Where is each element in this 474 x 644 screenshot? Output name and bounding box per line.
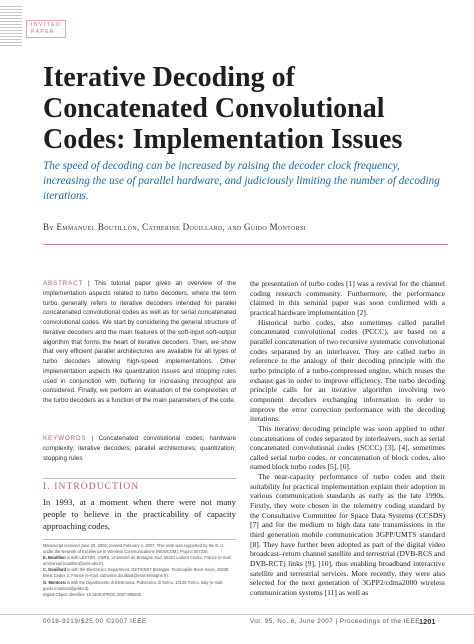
footer-copyright: 0018-9219/$25.00 ©2007 IEEE [43,618,147,625]
header-stripes-decoration [0,6,22,46]
body-paragraph: Historical turbo codes, also sometimes called parallel concatenated convolutional codes (PCCC), are based on a parallel concatenation of two recursive systematic convolutional codes separated by an interleaver. They are called turbo in reference to the analogy of their decoding principle with the turbo principle of a turbo-compressed engine, which reuses the exhaust gas in order to improve efficiency. The turbo decoding principle calls for an iterative algorithm involving two component decoders exchanging information in order to improve the error correction performance with the decoding iterations. [250,317,445,424]
keywords-label: KEYWORDS [43,435,87,442]
footnote-doi: Digital Object Identifier: 10.1109/JPROC.2007.895202 [43,591,142,597]
abstract-block [43,279,236,406]
footnote-name: E. Boutillon [43,555,66,561]
footnote-name: G. Montorsi [43,579,66,585]
badge-line1: INVITED [31,22,62,28]
body-paragraph: This iterative decoding principle was soon applied to other concatenations of codes separated by interleavers, such as serial concatenated convolutional codes (SCCC) [3], [4], sometimes called serial turbo codes, or concatenation of block codes, also named block turbo codes [5], [6]. [250,423,445,472]
title-divider [43,244,448,245]
footnote-text: is with LESTER, CNRS, Université de Bretagne Sud, 56321 Lorient Cedex, France (e-mail: emmanuel.boutillon@univ-ubs.fr). [43,555,232,567]
body-paragraph: The near-capacity performance of turbo codes and their suitability for practical implementation explain their adoption in various communication standards as early as the late 1990s. Firstly, they were chosen in the telemetry coding standard by the Consultative Committee for Space Data Systems (CCSDS) [7] and for the medium to high data rate transmissions in the third generation mobile communication 3GPP/UMTS standard [8]. They have further been adopted as part of the digital video broadcast–return channel satellite and terrestrial (DVB-RCS and DVB-RCT) links [9], [10], thus enabling broadband interactive satellite and terrestrial services. More recently, they were also selected for the next generation of 3GPP2/cdma2000 wireless communication systems [11] as well as [250,472,445,597]
footnote-name: C. Douillard [43,567,66,573]
badge-line2: PAPER [31,29,56,35]
keywords-text: | Concatenated convolutional codes; hardware complexity; iterative decoders; parallel architectures; quantization; stopping rules [43,435,236,462]
section-divider [43,478,236,479]
footnote-douillard [43,567,236,579]
footnote-divider [43,539,236,540]
footer-journal-info: Vol. 95, No. 6, June 2007 | Proceedings of the IEEE [250,618,420,625]
author-byline: By Emmanuel Boutillon, Catherine Douillard, and Guido Montorsi [43,222,306,232]
abstract-text: | This tutorial paper gives an overview of the implementation aspects related to turbo decoders, where the term turbo generally refers to iterative decoders intended for parallel concatenated convolutional codes as well as for serial concatenated convolutional codes. We start by considering the general structure of iterative decoders and the main features of the soft-input soft-output algorithm that forms the heart of iterative decoders. Then, we show that very efficient parallel architectures are available for all types of turbo decoders allowing high-speed implementations. Other implementation aspects like quantization issues and stopping rules used in conjunction with buffering for increasing throughput are considered. Finally, we perform an evaluation of the complexities of the turbo decoders as a function of the main parameters of the code. [43,280,237,404]
page-number: 1201 [419,617,436,626]
article-subtitle: The speed of decoding can be increased by raising the decoder clock frequency, increasing the use of parallel hardware, and judiciously limiting the number of decoding iterations. [43,160,440,202]
article-title: Iterative Decoding of Concatenated Convolutional Codes: Implementation Issues [43,62,403,155]
footer-divider [0,614,474,615]
footnote-text: is with the Electronics Department, GET/ENST Bretagne, Technopôle Brest-Iroise, 29238 Brest Cedex 3, France (e-mail: catherine.douillard@enst-bretagne.fr). [43,567,229,579]
footnotes-block [43,543,236,598]
footnote-text: is with the Dipartimento di Elettronica, Politecnico di Torino, 10129 Torino, Italy (e-mail: guido.montorsi@polito.it). [43,579,224,591]
introduction-heading: I. INTRODUCTION [43,482,140,492]
body-column-right [250,279,445,598]
keywords-block [43,434,236,463]
introduction-text: In 1993, at a moment when there were not many people to believe in the practicability of capacity approaching codes, [43,497,236,532]
footnote-boutillon [43,555,236,567]
invited-paper-badge [26,20,66,38]
footnote-manuscript: Manuscript received June 20, 2006; revised February 1, 2007. This work was supported by the E. U. under the Network of Excellence in Wireless Communications (NEWCOM), Project 507325. [43,543,225,555]
footnote-montorsi [43,580,236,592]
abstract-label: ABSTRACT [43,280,84,287]
body-paragraph: the presentation of turbo codes [1] was a revival for the channel coding research community. Furthermore, the performance claimed in this seminal paper was soon confirmed with a practical hardware implementation [2]. [250,279,445,317]
